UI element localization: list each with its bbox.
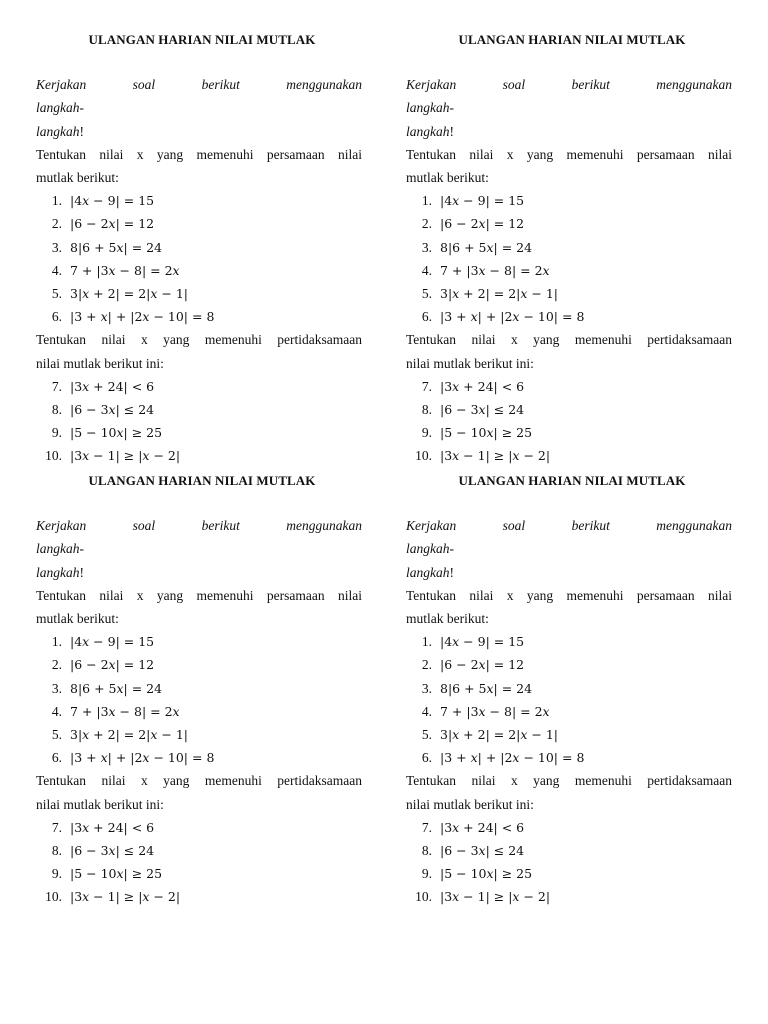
instruction-line-2 xyxy=(36,120,362,143)
inequality-item xyxy=(406,375,732,398)
item-number: 5. xyxy=(51,286,62,302)
item-number: 8. xyxy=(421,402,432,418)
item-expression: |6 − 2𝑥| = 12 xyxy=(440,657,525,673)
instruction-exclamation: ! xyxy=(79,123,84,139)
instruction-word: langkah xyxy=(406,123,450,139)
item-expression: |6 − 3𝑥| ≤ 24 xyxy=(440,843,525,859)
item-expression: |3 + 𝑥| + |2𝑥 − 10| = 8 xyxy=(440,309,585,325)
equation-item xyxy=(36,236,362,259)
item-expression: 3|𝑥 + 2| = 2|𝑥 − 1| xyxy=(440,727,559,743)
item-number: 8. xyxy=(421,843,432,859)
equation-item xyxy=(406,259,732,282)
item-number: 10. xyxy=(45,448,62,464)
equation-item xyxy=(406,723,732,746)
instruction-line-1: Kerjakan soal berikut menggunakan langkah- xyxy=(406,77,732,116)
item-number: 1. xyxy=(421,634,432,650)
inequality-item xyxy=(406,862,732,885)
inequality-item xyxy=(406,398,732,421)
instruction-exclamation: ! xyxy=(449,123,454,139)
worksheet-top-left xyxy=(36,28,362,468)
inequality-item xyxy=(36,885,362,908)
equation-intro-line-2: mutlak berikut: xyxy=(406,611,489,627)
worksheet-top-right xyxy=(406,28,732,468)
equation-intro-line-2: mutlak berikut: xyxy=(36,170,119,186)
equation-item xyxy=(406,630,732,653)
inequality-item xyxy=(406,444,732,467)
inequality-item xyxy=(36,816,362,839)
equation-item xyxy=(36,189,362,212)
item-expression: 7 + |3𝑥 − 8| = 2𝑥 xyxy=(70,262,180,278)
item-expression: |6 − 2𝑥| = 12 xyxy=(70,216,155,232)
item-expression: 7 + |3𝑥 − 8| = 2𝑥 xyxy=(70,703,180,719)
item-expression: 8|6 + 5𝑥| = 24 xyxy=(70,239,163,255)
item-expression: |3𝑥 − 1| ≥ |𝑥 − 2| xyxy=(70,448,181,464)
instruction-exclamation: ! xyxy=(79,564,84,580)
inequality-item xyxy=(406,839,732,862)
equation-item xyxy=(36,259,362,282)
instruction-word: langkah xyxy=(406,564,450,580)
item-expression: 8|6 + 5𝑥| = 24 xyxy=(440,680,533,696)
item-number: 9. xyxy=(51,425,62,441)
equation-intro-line-1: Tentukan nilai x yang memenuhi persamaan nilai xyxy=(406,146,732,162)
equation-intro-line-1: Tentukan nilai x yang memenuhi persamaan nilai xyxy=(406,587,732,603)
item-expression: |3𝑥 + 24| < 6 xyxy=(70,819,155,835)
item-number: 1. xyxy=(51,193,62,209)
inequality-intro-line-2: nilai mutlak berikut ini: xyxy=(36,355,164,371)
item-number: 1. xyxy=(421,193,432,209)
inequality-item xyxy=(406,421,732,444)
instruction-line-1: Kerjakan soal berikut menggunakan langkah- xyxy=(36,77,362,116)
equation-item xyxy=(406,282,732,305)
worksheet-title: ULANGAN HARIAN NILAI MUTLAK xyxy=(458,32,686,47)
instruction-exclamation: ! xyxy=(449,564,454,580)
inequality-item xyxy=(36,839,362,862)
item-expression: |6 − 3𝑥| ≤ 24 xyxy=(70,843,155,859)
equation-item xyxy=(406,677,732,700)
item-expression: 3|𝑥 + 2| = 2|𝑥 − 1| xyxy=(70,286,189,302)
item-expression: 8|6 + 5𝑥| = 24 xyxy=(440,239,533,255)
item-number: 7. xyxy=(51,378,62,394)
item-expression: |6 − 2𝑥| = 12 xyxy=(70,657,155,673)
equation-item xyxy=(36,212,362,235)
item-number: 4. xyxy=(421,703,432,719)
item-expression: |3𝑥 + 24| < 6 xyxy=(440,378,525,394)
item-number: 2. xyxy=(51,216,62,232)
equation-item xyxy=(36,700,362,723)
item-expression: 7 + |3𝑥 − 8| = 2𝑥 xyxy=(440,262,550,278)
item-number: 5. xyxy=(421,727,432,743)
item-expression: |4𝑥 − 9| = 15 xyxy=(440,634,525,650)
item-number: 6. xyxy=(421,750,432,766)
item-expression: |5 − 10𝑥| ≥ 25 xyxy=(70,866,163,882)
item-number: 6. xyxy=(51,750,62,766)
item-expression: 7 + |3𝑥 − 8| = 2𝑥 xyxy=(440,703,550,719)
item-number: 3. xyxy=(51,239,62,255)
inequality-intro-line-1: Tentukan nilai x yang memenuhi pertidaksamaan xyxy=(406,773,732,789)
equation-item xyxy=(406,189,732,212)
instruction-line-2 xyxy=(406,120,732,143)
equation-item xyxy=(406,700,732,723)
worksheet-title: ULANGAN HARIAN NILAI MUTLAK xyxy=(458,473,686,488)
item-number: 7. xyxy=(421,819,432,835)
instruction-line-1: Kerjakan soal berikut menggunakan langkah- xyxy=(406,518,732,557)
inequality-item xyxy=(36,862,362,885)
item-expression: |4𝑥 − 9| = 15 xyxy=(440,193,525,209)
instruction-word: langkah xyxy=(36,564,80,580)
equation-intro-line-2: mutlak berikut: xyxy=(406,170,489,186)
equation-item xyxy=(36,653,362,676)
instruction-word: langkah xyxy=(36,123,80,139)
item-expression: |6 − 2𝑥| = 12 xyxy=(440,216,525,232)
item-expression: |3 + 𝑥| + |2𝑥 − 10| = 8 xyxy=(70,750,215,766)
worksheet-title: ULANGAN HARIAN NILAI MUTLAK xyxy=(88,473,316,488)
item-expression: |3𝑥 + 24| < 6 xyxy=(70,378,155,394)
equation-item xyxy=(36,282,362,305)
item-expression: 3|𝑥 + 2| = 2|𝑥 − 1| xyxy=(70,727,189,743)
inequality-item xyxy=(36,398,362,421)
item-number: 10. xyxy=(415,889,432,905)
item-expression: |3 + 𝑥| + |2𝑥 − 10| = 8 xyxy=(70,309,215,325)
item-expression: |6 − 3𝑥| ≤ 24 xyxy=(70,402,155,418)
inequality-intro-line-2: nilai mutlak berikut ini: xyxy=(36,796,164,812)
item-expression: |3𝑥 − 1| ≥ |𝑥 − 2| xyxy=(440,889,551,905)
inequality-item xyxy=(36,375,362,398)
worksheet-bottom-left xyxy=(36,469,362,909)
equation-item xyxy=(36,746,362,769)
inequality-intro-line-2: nilai mutlak berikut ini: xyxy=(406,796,534,812)
equation-item xyxy=(36,723,362,746)
item-number: 5. xyxy=(421,286,432,302)
item-expression: 8|6 + 5𝑥| = 24 xyxy=(70,680,163,696)
item-number: 6. xyxy=(421,309,432,325)
item-number: 3. xyxy=(421,680,432,696)
item-expression: |3𝑥 − 1| ≥ |𝑥 − 2| xyxy=(70,889,181,905)
item-number: 7. xyxy=(421,378,432,394)
instruction-line-1: Kerjakan soal berikut menggunakan langkah- xyxy=(36,518,362,557)
item-number: 3. xyxy=(51,680,62,696)
item-expression: |4𝑥 − 9| = 15 xyxy=(70,193,155,209)
worksheet-bottom-right xyxy=(406,469,732,909)
item-expression: |5 − 10𝑥| ≥ 25 xyxy=(440,425,533,441)
item-number: 8. xyxy=(51,843,62,859)
item-number: 4. xyxy=(51,703,62,719)
item-expression: |5 − 10𝑥| ≥ 25 xyxy=(70,425,163,441)
item-number: 2. xyxy=(421,216,432,232)
equation-intro-line-2: mutlak berikut: xyxy=(36,611,119,627)
inequality-item xyxy=(36,421,362,444)
item-number: 10. xyxy=(45,889,62,905)
item-number: 4. xyxy=(421,262,432,278)
item-number: 5. xyxy=(51,727,62,743)
inequality-intro-line-1: Tentukan nilai x yang memenuhi pertidaksamaan xyxy=(36,332,362,348)
item-expression: |3𝑥 + 24| < 6 xyxy=(440,819,525,835)
instruction-line-2 xyxy=(406,561,732,584)
inequality-intro-line-1: Tentukan nilai x yang memenuhi pertidaksamaan xyxy=(406,332,732,348)
equation-intro-line-1: Tentukan nilai x yang memenuhi persamaan nilai xyxy=(36,587,362,603)
item-number: 10. xyxy=(415,448,432,464)
item-expression: |3𝑥 − 1| ≥ |𝑥 − 2| xyxy=(440,448,551,464)
inequality-intro-line-1: Tentukan nilai x yang memenuhi pertidaksamaan xyxy=(36,773,362,789)
inequality-item xyxy=(36,444,362,467)
item-expression: |3 + 𝑥| + |2𝑥 − 10| = 8 xyxy=(440,750,585,766)
equation-item xyxy=(406,212,732,235)
equation-item xyxy=(406,236,732,259)
item-number: 7. xyxy=(51,819,62,835)
equation-item xyxy=(406,746,732,769)
inequality-intro-line-2: nilai mutlak berikut ini: xyxy=(406,355,534,371)
item-number: 9. xyxy=(421,425,432,441)
item-number: 2. xyxy=(421,657,432,673)
equation-item xyxy=(36,630,362,653)
item-number: 2. xyxy=(51,657,62,673)
item-number: 3. xyxy=(421,239,432,255)
equation-item xyxy=(406,305,732,328)
item-expression: |5 − 10𝑥| ≥ 25 xyxy=(440,866,533,882)
item-number: 4. xyxy=(51,262,62,278)
item-number: 9. xyxy=(51,866,62,882)
item-expression: |6 − 3𝑥| ≤ 24 xyxy=(440,402,525,418)
item-number: 6. xyxy=(51,309,62,325)
item-number: 9. xyxy=(421,866,432,882)
equation-item xyxy=(406,653,732,676)
inequality-item xyxy=(406,816,732,839)
item-number: 1. xyxy=(51,634,62,650)
item-number: 8. xyxy=(51,402,62,418)
worksheet-title: ULANGAN HARIAN NILAI MUTLAK xyxy=(88,32,316,47)
item-expression: 3|𝑥 + 2| = 2|𝑥 − 1| xyxy=(440,286,559,302)
equation-item xyxy=(36,677,362,700)
item-expression: |4𝑥 − 9| = 15 xyxy=(70,634,155,650)
inequality-item xyxy=(406,885,732,908)
equation-item xyxy=(36,305,362,328)
instruction-line-2 xyxy=(36,561,362,584)
equation-intro-line-1: Tentukan nilai x yang memenuhi persamaan nilai xyxy=(36,146,362,162)
